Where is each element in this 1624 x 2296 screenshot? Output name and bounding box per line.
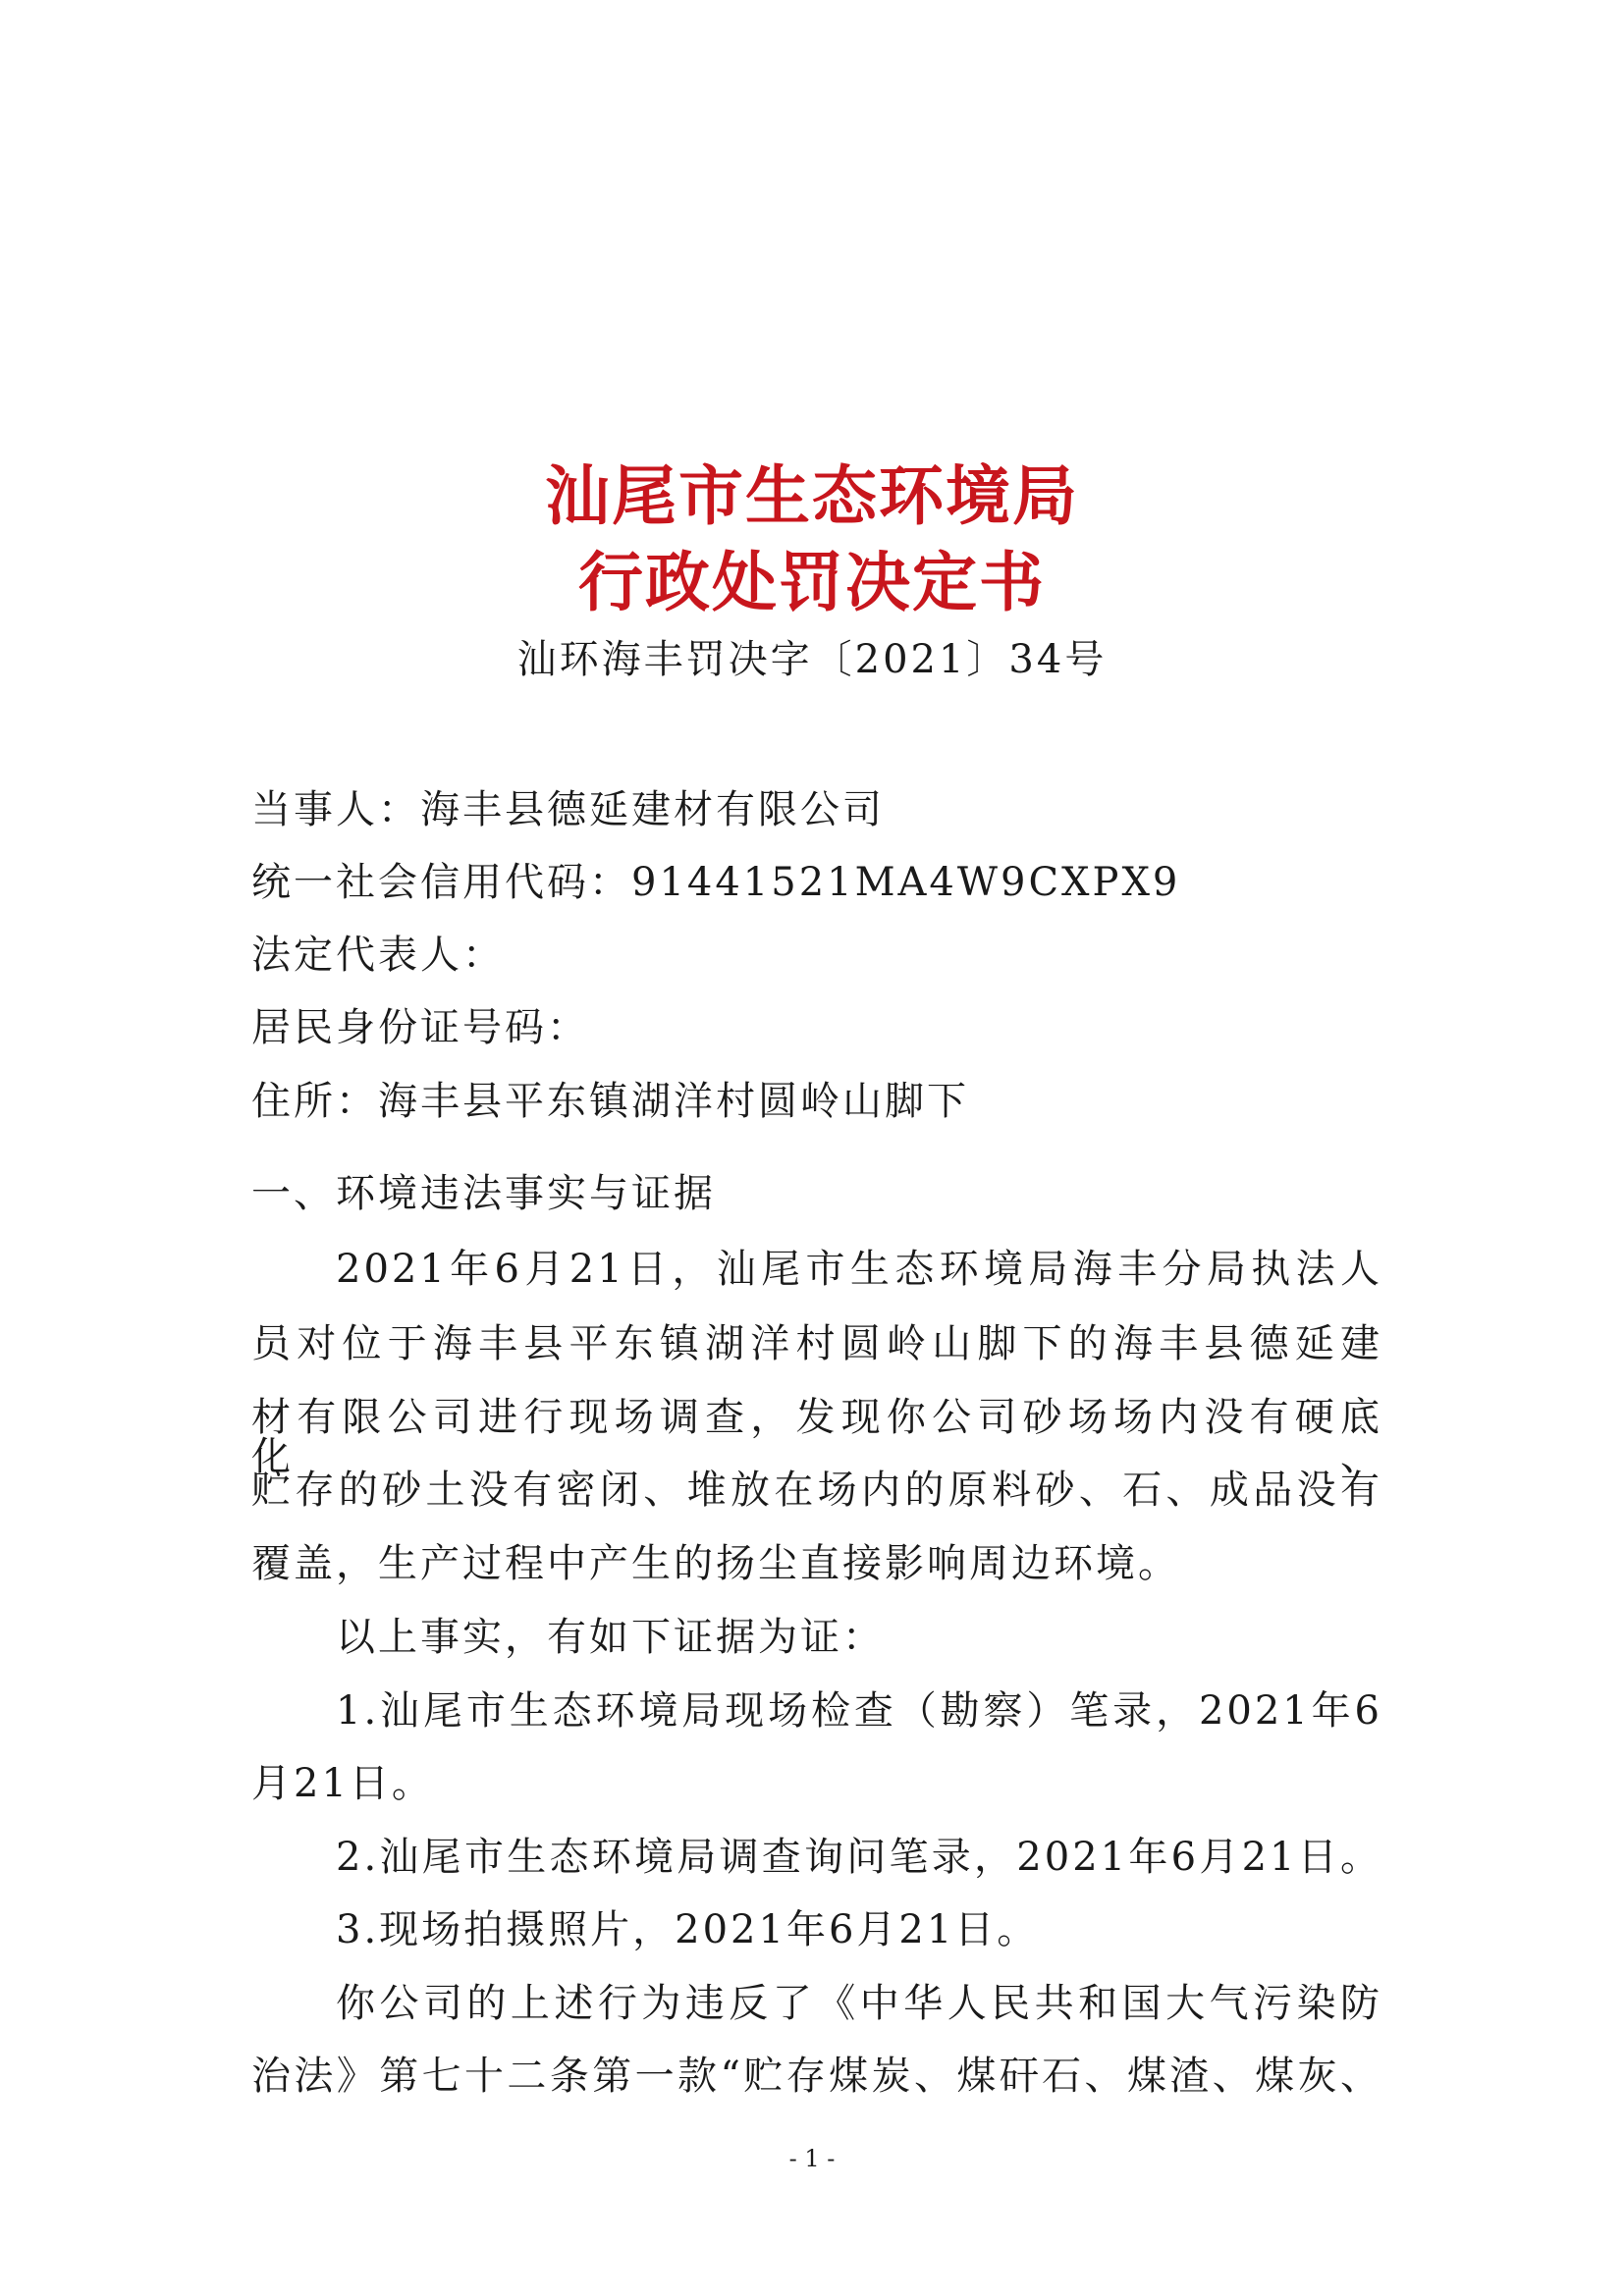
facts-paragraph-line: 材有限公司进行现场调查，发现你公司砂场场内没有硬底化、 [251, 1395, 1382, 1479]
section-heading: 一、环境违法事实与证据 [251, 1171, 716, 1216]
party-credit-code: 统一社会信用代码：91441521MA4W9CXPX9 [251, 860, 1181, 905]
evidence-item: 1.汕尾市生态环境局现场检查（勘察）笔录，2021年6 [336, 1688, 1382, 1734]
evidence-item: 3.现场拍摄照片，2021年6月21日。 [336, 1907, 1040, 1952]
party-legal-representative: 法定代表人： [251, 933, 505, 978]
facts-paragraph-line: 员对位于海丰县平东镇湖洋村圆岭山脚下的海丰县德延建 [251, 1321, 1382, 1366]
party-address: 住所：海丰县平东镇湖洋村圆岭山脚下 [251, 1079, 969, 1124]
facts-paragraph-line: 贮存的砂土没有密闭、堆放在场内的原料砂、石、成品没有 [251, 1468, 1382, 1513]
document-title-type: 行政处罚决定书 [578, 544, 1046, 620]
evidence-item-continuation: 月21日。 [251, 1761, 434, 1806]
document-number: 汕环海丰罚决字〔2021〕34号 [516, 637, 1108, 682]
party-id-number: 居民身份证号码： [251, 1005, 589, 1050]
violation-paragraph-line: 治法》第七十二条第一款“贮存煤炭、煤矸石、煤渣、煤灰、 [251, 2054, 1382, 2099]
evidence-item: 2.汕尾市生态环境局调查询问笔录，2021年6月21日。 [336, 1835, 1382, 1880]
page-number: - 1 - [788, 2145, 836, 2172]
facts-paragraph-line: 覆盖，生产过程中产生的扬尘直接影响周边环境。 [251, 1541, 1180, 1586]
evidence-intro: 以上事实，有如下证据为证： [336, 1615, 885, 1660]
violation-paragraph-line: 你公司的上述行为违反了《中华人民共和国大气污染防 [336, 1981, 1382, 2026]
party-name: 当事人：海丰县德延建材有限公司 [251, 787, 885, 832]
facts-paragraph-line: 2021年6月21日，汕尾市生态环境局海丰分局执法人 [336, 1247, 1382, 1292]
document-title-agency: 汕尾市生态环境局 [545, 457, 1079, 534]
